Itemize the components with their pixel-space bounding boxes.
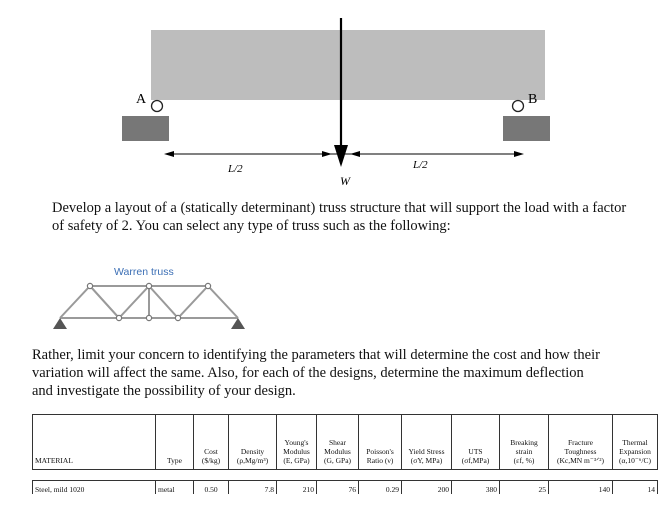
label-a: A [136,92,147,107]
cell-density: 7.8 [229,481,277,495]
warren-truss-label: Warren truss [114,266,174,278]
dim-label-left: L/2 [228,163,243,175]
dim-arrow-mid-left [322,151,332,157]
task-line-2: of safety of 2. You can select any type of truss such as the following: [52,218,451,234]
table-row [33,481,658,495]
task-paragraph [52,199,626,235]
pin-left [152,101,163,112]
beam [151,30,545,100]
cell-shear-modulus: 76 [317,481,359,495]
load-label: W [340,174,350,188]
cell-breaking-strain: 25 [500,481,549,495]
ground-block-right [503,116,550,141]
ground-block-left [122,116,169,141]
col-material: MATERIAL [33,415,156,470]
dim-label-right: L/2 [413,159,428,171]
dim-arrow-mid-right [350,151,360,157]
col-yield-stress: Yield Stress (σY, MPa) [402,415,452,470]
dim-arrow-right [514,151,524,157]
truss-support-left [53,318,67,329]
label-b: B [528,92,538,107]
cell-uts: 380 [452,481,500,495]
pin-right [513,101,524,112]
cell-yield-stress: 200 [402,481,452,495]
table-header-row [33,415,658,470]
warren-truss-diagram [60,286,238,318]
cell-poissons-ratio: 0.29 [359,481,402,495]
cell-type: metal [156,481,194,495]
dim-arrow-left [164,151,174,157]
materials-table [32,414,657,494]
cell-thermal-expansion: 14 [613,481,658,495]
cell-youngs-modulus: 210 [277,481,317,495]
col-type: Type [156,415,194,470]
table-spacer [33,470,658,481]
col-poissons-ratio: Poisson's Ratio (ν) [359,415,402,470]
concern-paragraph [32,346,600,400]
cell-fracture-toughness: 140 [549,481,613,495]
task-line-1: Develop a layout of a (statically determinant) truss structure that will support the load with a factor [52,200,627,216]
truss-support-right [231,318,245,329]
load-arrow-head [334,145,348,167]
concern-line-2: variation will affect the same. Also, for each of the designs, determine the maximum deflection [32,365,584,381]
col-fracture-toughness: Fracture Toughness (Kc,MN m⁻³ᐟ²) [549,415,613,470]
col-thermal-expansion: Thermal Expansion (α,10⁻⁶/C) [613,415,658,470]
cell-cost: 0.50 [194,481,229,495]
cell-material: Steel, mild 1020 [33,481,156,495]
concern-line-3: and investigate the possibility of your design. [32,383,296,399]
col-shear-modulus: Shear Modulus (G, GPa) [317,415,359,470]
col-youngs-modulus: Young's Modulus (E, GPa) [277,415,317,470]
col-uts: UTS (σf,MPa) [452,415,500,470]
col-breaking-strain: Breaking strain (εf, %) [500,415,549,470]
concern-line-1: Rather, limit your concern to identifying the parameters that will determine the cost and how their [32,347,600,363]
col-cost: Cost ($/kg) [194,415,229,470]
col-density: Density (ρ,Mg/m³) [229,415,277,470]
